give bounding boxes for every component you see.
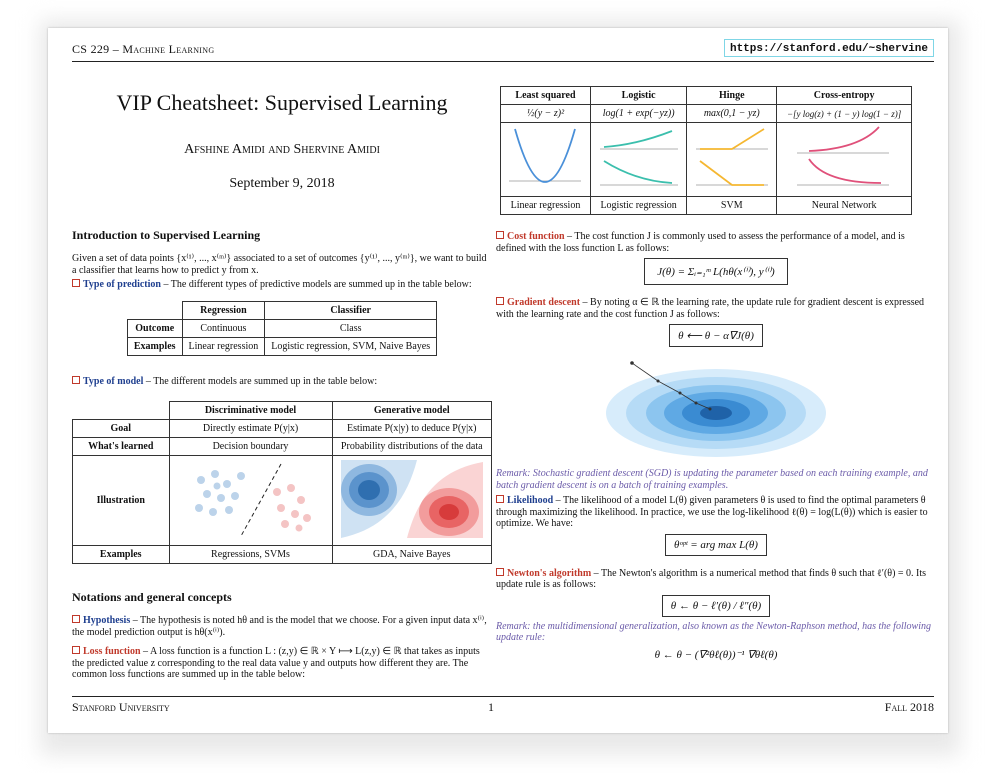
bullet-square-icon xyxy=(496,297,504,305)
contour-figure xyxy=(596,351,836,459)
cost-label: Cost function xyxy=(507,231,565,242)
newton-label: Newton's algorithm xyxy=(507,567,592,579)
newton-text: – The Newton's algorithm is a numerical method that finds θ such that ℓ′(θ) = 0. Its update rule is as follows: xyxy=(496,567,927,590)
distributions-figure xyxy=(337,458,487,540)
loss-header: Least squared xyxy=(501,87,591,105)
footer-right: Fall 2018 xyxy=(884,700,934,714)
loss-paragraph xyxy=(72,646,492,681)
cross-entropy-plot xyxy=(777,123,912,197)
table-cell: Decision boundary xyxy=(169,438,332,456)
prediction-header: Classifier xyxy=(265,301,437,319)
table-cell: GDA, Naive Bayes xyxy=(332,546,492,564)
bullet-square-icon xyxy=(72,279,80,287)
prediction-label: Type of prediction xyxy=(83,279,161,290)
row-label: What's learned xyxy=(73,438,170,456)
likelihood-text: – The likelihood of a model L(θ) given parameters θ is used to find the optimal parameters θ through maximizing the likelihood. In practice, we use the log-likelihood ℓ(θ) = log(L(θ)) which is easier to optimize. We have: xyxy=(496,495,928,529)
loss-header: Logistic xyxy=(590,87,686,105)
likelihood-formula: θᵒᵖᵗ = arg max L(θ) xyxy=(665,534,767,556)
gradient-text: – By noting α ∈ ℝ the learning rate, the update rule for gradient descent is expressed with the learning rate and the cost function J as follows: xyxy=(496,297,925,320)
header-rule xyxy=(72,61,934,62)
hypothesis-text: – The hypothesis is noted hθ and is the model that we choose. For a given input data x⁽ⁱ⁾, the model prediction output is hθ(x⁽ⁱ⁾). xyxy=(72,615,487,638)
bullet-square-icon xyxy=(496,231,504,239)
newton-remark: Remark: the multidimensional generalization, also known as the Newton-Raphson method, has the following update rule: xyxy=(496,620,931,643)
cost-formula: J(θ) = Σᵢ₌₁ᵐ L(hθ(x⁽ⁱ⁾), y⁽ⁱ⁾) xyxy=(644,258,787,285)
model-table xyxy=(72,401,492,564)
table-cell: Regressions, SVMs xyxy=(169,546,332,564)
discriminative-illustration xyxy=(169,456,332,546)
newton-paragraph xyxy=(496,568,936,591)
loss-model: Neural Network xyxy=(777,197,912,215)
prediction-table xyxy=(127,301,437,356)
decision-boundary-figure xyxy=(181,458,321,540)
date: September 9, 2018 xyxy=(229,176,335,191)
prediction-text: – The different types of predictive models are summed up in the table below: xyxy=(160,279,472,290)
hypothesis-label: Hypothesis xyxy=(83,615,131,626)
page-title: VIP Cheatsheet: Supervised Learning xyxy=(116,90,448,115)
notations-heading: Notations and general concepts xyxy=(72,590,232,604)
row-label: Goal xyxy=(73,420,170,438)
cost-paragraph xyxy=(496,231,936,254)
logistic-figure xyxy=(596,125,682,191)
newton-raphson-formula: θ ← θ − (∇²θℓ(θ))⁻¹ ∇θℓ(θ) xyxy=(654,648,778,661)
right-column xyxy=(496,68,936,661)
parabola-figure xyxy=(505,125,585,191)
loss-formula: max(0,1 − yz) xyxy=(687,105,777,123)
cost-text: – The cost function J is commonly used to assess the performance of a model, and is defined with the loss function L as follows: xyxy=(496,231,905,254)
hinge-plot xyxy=(687,123,777,197)
loss-header: Cross-entropy xyxy=(777,87,912,105)
hinge-figure xyxy=(692,125,772,191)
model-header: Generative model xyxy=(332,402,492,420)
table-cell: Logistic regression, SVM, Naive Bayes xyxy=(265,337,437,355)
loss-table xyxy=(500,86,912,215)
table-cell: Linear regression xyxy=(182,337,265,355)
model-label: Type of model xyxy=(83,375,144,387)
table-cell: Directly estimate P(y|x) xyxy=(169,420,332,438)
loss-model: Logistic regression xyxy=(590,197,686,215)
loss-label: Loss function xyxy=(83,646,141,657)
bullet-square-icon xyxy=(72,376,80,384)
document-page xyxy=(48,28,948,733)
table-cell: Continuous xyxy=(182,319,265,337)
model-text: – The different models are summed up in the table below: xyxy=(143,375,378,387)
least-squared-plot xyxy=(501,123,591,197)
loss-formula: log(1 + exp(−yz)) xyxy=(590,105,686,123)
model-header: Discriminative model xyxy=(169,402,332,420)
authors: Afshine Amidi and Shervine Amidi xyxy=(184,142,380,157)
logistic-plot xyxy=(590,123,686,197)
table-cell: Probability distributions of the data xyxy=(332,438,492,456)
gradient-illustration xyxy=(496,351,936,464)
gradient-remark: Remark: Stochastic gradient descent (SGD) is updating the parameter based on each training example, and batch gradient descent is on a batch of training examples. xyxy=(496,468,928,491)
footer-page-number: 1 xyxy=(488,700,494,714)
gradient-paragraph xyxy=(496,297,936,320)
row-label: Examples xyxy=(73,546,170,564)
hypothesis-paragraph xyxy=(72,615,492,638)
header-url-link[interactable]: https://stanford.edu/~shervine xyxy=(724,39,934,57)
intro-heading: Introduction to Supervised Learning xyxy=(72,228,261,242)
table-cell: Class xyxy=(265,319,437,337)
prediction-header: Regression xyxy=(182,301,265,319)
table-cell: Estimate P(x|y) to deduce P(y|x) xyxy=(332,420,492,438)
row-label: Examples xyxy=(127,337,182,355)
newton-formula: θ ← θ − ℓ′(θ) / ℓ″(θ) xyxy=(662,595,770,617)
generative-illustration xyxy=(332,456,492,546)
intro-text: Given a set of data points {x⁽¹⁾, ..., x⁽ᵐ⁾} associated to a set of outcomes {y⁽¹⁾, ..., y⁽ᵐ⁾}, we want to build a classifier that learns how to predict y from x. xyxy=(72,253,487,276)
loss-text: – A loss function is a function L : (z,y) ∈ ℝ × Y ⟼ L(z,y) ∈ ℝ that takes as inputs the predicted value z corresponding to the real data value y and outputs how different they are. The common loss functions are summed up in the table below: xyxy=(72,646,480,680)
cross-entropy-figure xyxy=(789,125,899,191)
footer-rule xyxy=(72,696,934,697)
loss-formula: ½(y − z)² xyxy=(501,105,591,123)
row-label: Outcome xyxy=(127,319,182,337)
row-label: Illustration xyxy=(73,456,170,546)
bullet-square-icon xyxy=(496,568,504,576)
footer-left: Stanford University xyxy=(72,700,170,714)
likelihood-label: Likelihood xyxy=(507,495,554,506)
prediction-paragraph xyxy=(72,279,492,291)
loss-header: Hinge xyxy=(687,87,777,105)
likelihood-paragraph xyxy=(496,495,936,530)
loss-model: SVM xyxy=(687,197,777,215)
bullet-square-icon xyxy=(496,495,504,503)
loss-model: Linear regression xyxy=(501,197,591,215)
bullet-square-icon xyxy=(72,615,80,623)
bullet-square-icon xyxy=(72,646,80,654)
left-column xyxy=(72,68,492,684)
header-course: CS 229 – Machine Learning xyxy=(72,42,215,56)
gradient-formula: θ ⟵ θ − α∇J(θ) xyxy=(669,324,763,347)
model-paragraph xyxy=(72,376,492,388)
loss-formula: −[y log(z) + (1 − y) log(1 − z)] xyxy=(777,105,912,123)
gradient-label: Gradient descent xyxy=(507,297,581,308)
